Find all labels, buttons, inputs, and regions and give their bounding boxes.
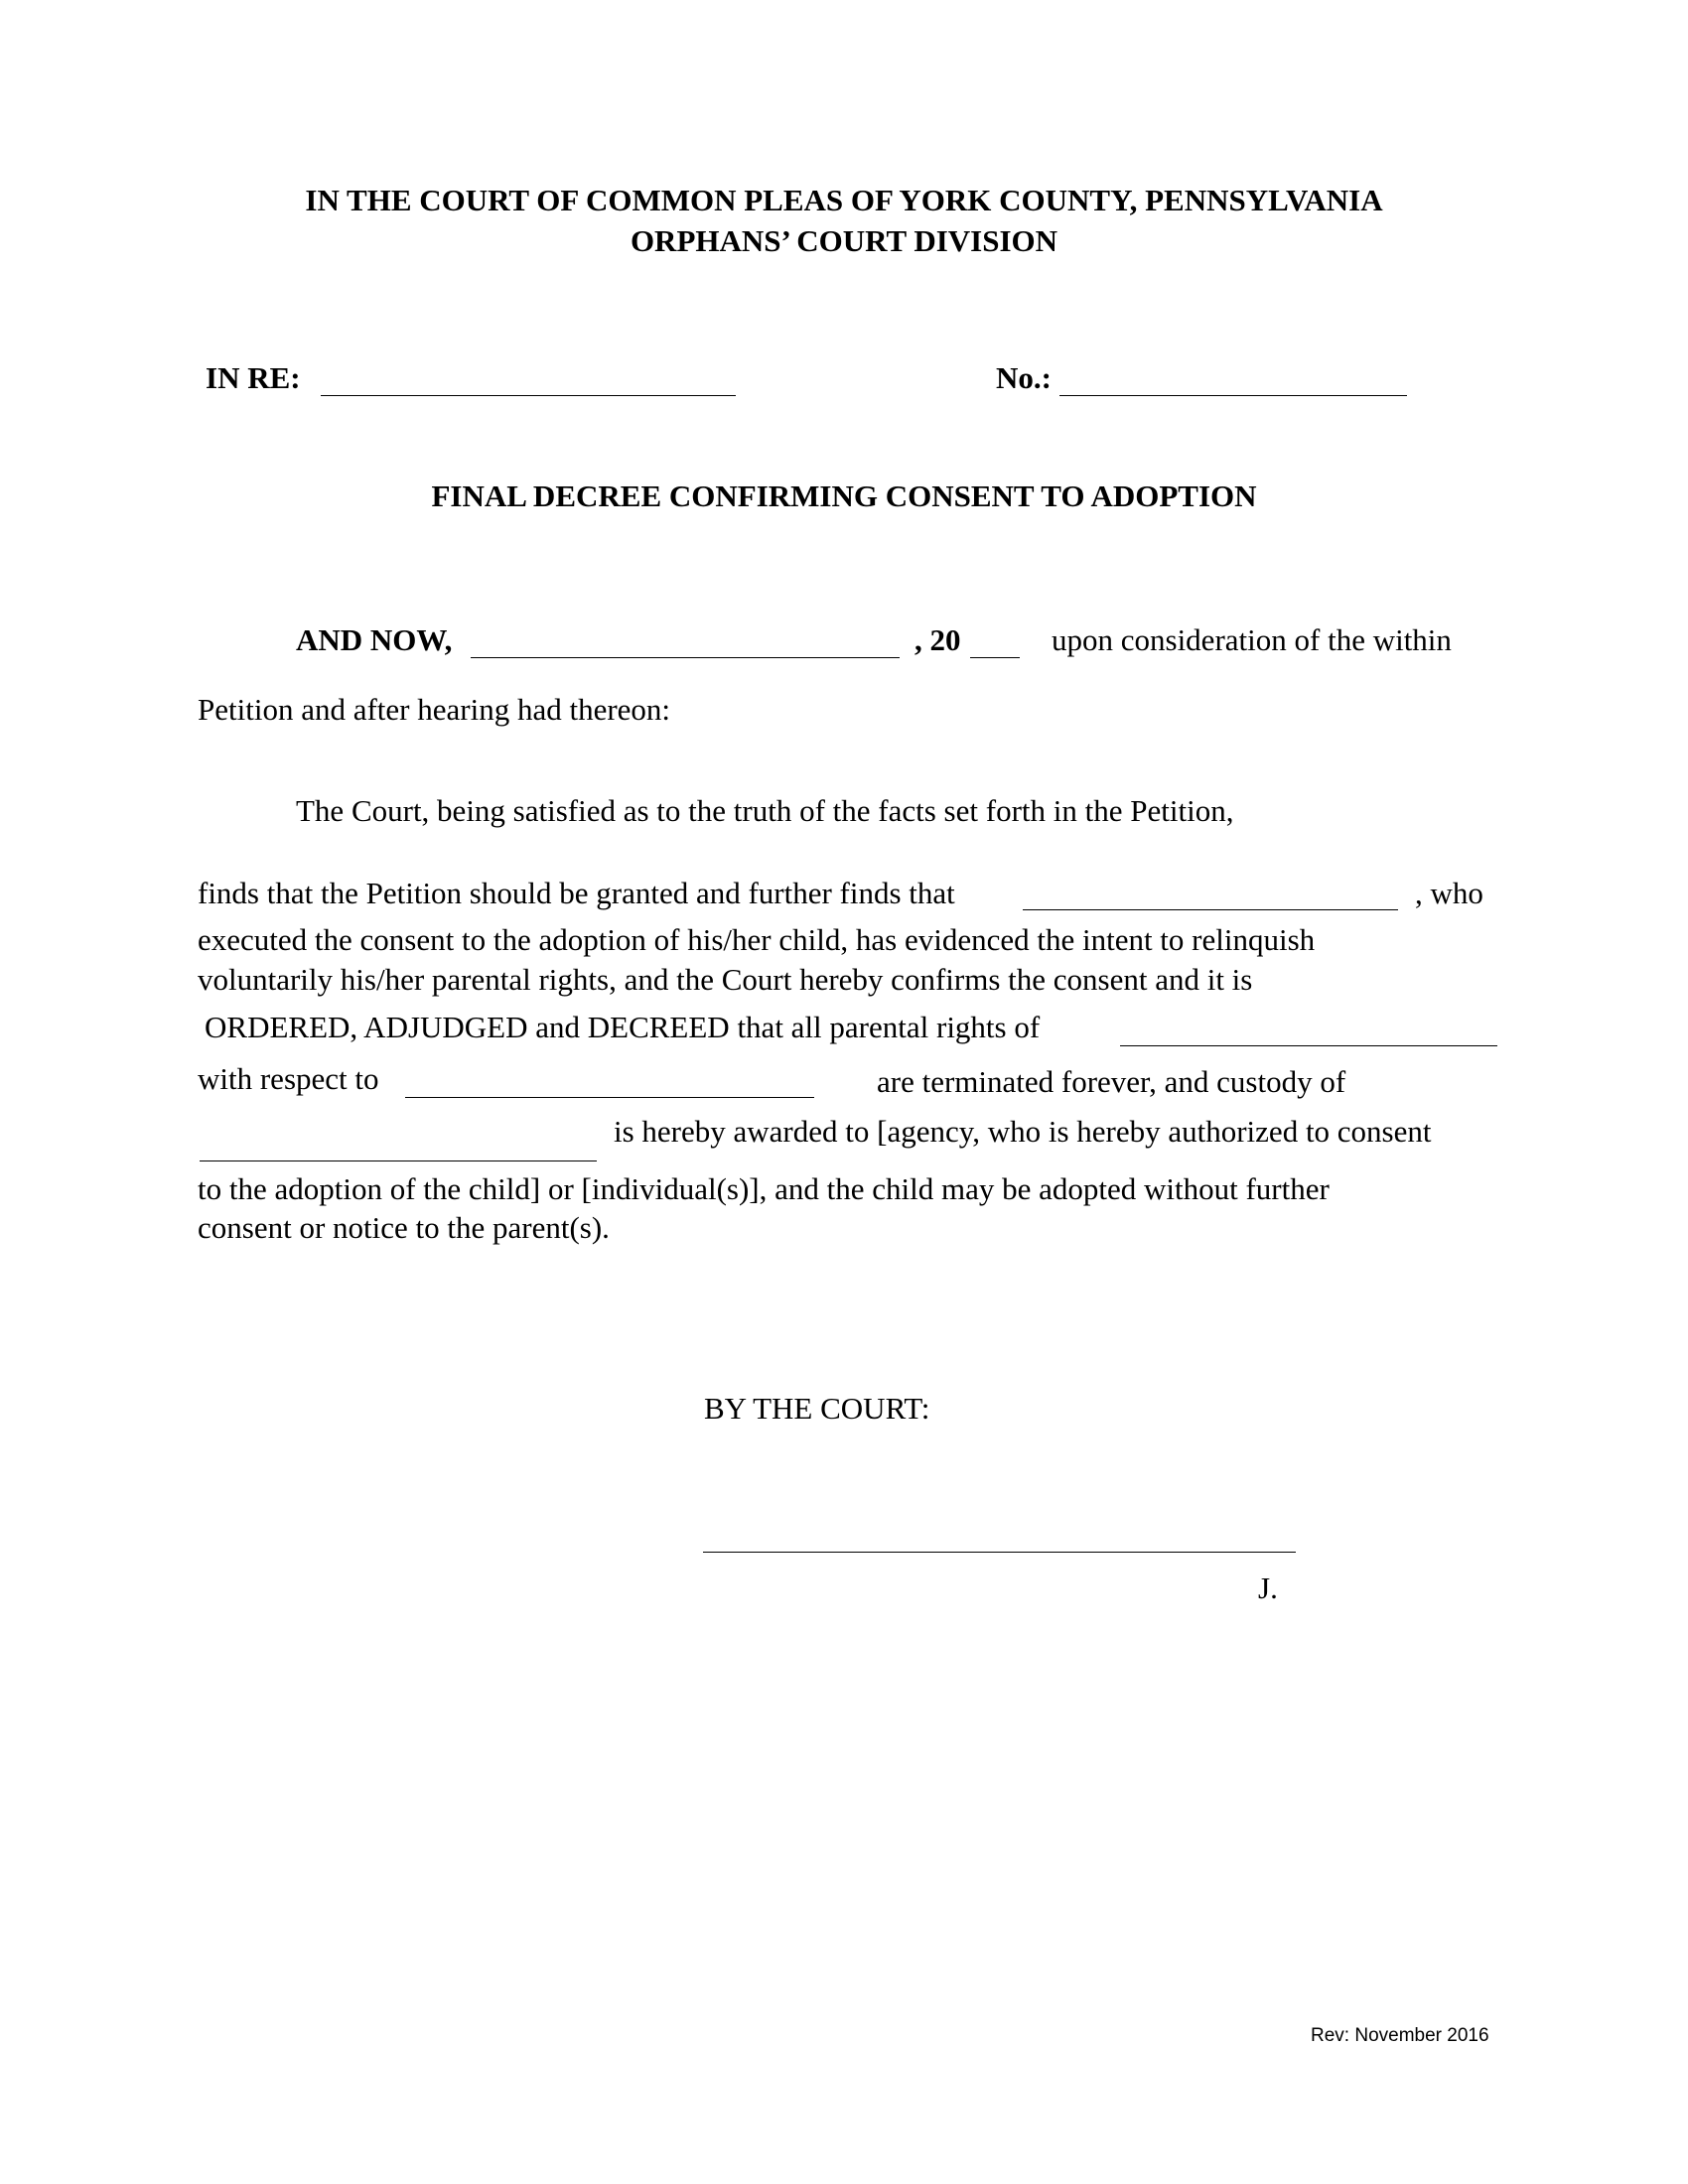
court-satisfied-text: The Court, being satisfied as to the truth of the facts set forth in the Petition, <box>296 793 1234 828</box>
petition-hearing-text: Petition and after hearing had thereon: <box>198 692 671 727</box>
in-re-label: IN RE: <box>206 360 301 395</box>
finds-that-text: finds that the Petition should be granted and further finds that <box>198 876 955 910</box>
consenting-parent-field[interactable] <box>1023 909 1398 910</box>
voluntarily-text: voluntarily his/her parental rights, and the Court hereby confirms the consent and it is <box>198 962 1253 997</box>
revision-note: Rev: November 2016 <box>1311 2025 1489 2046</box>
executed-consent-text: executed the consent to the adoption of his/her child, has evidenced the intent to relinquish <box>198 922 1316 957</box>
case-number-field[interactable] <box>1059 395 1407 396</box>
court-heading: IN THE COURT OF COMMON PLEAS OF YORK COUNTY, PENNSYLVANIA <box>305 183 1383 217</box>
terminated-text: are terminated forever, and custody of <box>877 1064 1346 1099</box>
year-prefix: , 20 <box>914 622 961 657</box>
decree-title: FINAL DECREE CONFIRMING CONSENT TO ADOPTION <box>431 478 1257 513</box>
case-number-label: No.: <box>996 360 1052 395</box>
and-now-label: AND NOW, <box>296 622 453 657</box>
in-re-field[interactable] <box>321 395 736 396</box>
child-name-field[interactable] <box>405 1097 814 1098</box>
year-field[interactable] <box>970 657 1020 658</box>
upon-consideration-text: upon consideration of the within <box>1052 622 1452 657</box>
custody-child-field[interactable] <box>200 1160 597 1161</box>
with-respect-text: with respect to <box>198 1061 379 1096</box>
by-the-court-text: BY THE COURT: <box>704 1391 930 1426</box>
adoption-child-text: to the adoption of the child] or [individual(s)], and the child may be adopted without further <box>198 1171 1330 1206</box>
judge-suffix: J. <box>1258 1570 1278 1605</box>
awarded-text: is hereby awarded to [agency, who is hereby authorized to consent <box>614 1114 1432 1149</box>
parental-rights-field[interactable] <box>1120 1045 1497 1046</box>
ordered-text: ORDERED, ADJUDGED and DECREED that all parental rights of <box>205 1010 1041 1044</box>
consent-notice-text: consent or notice to the parent(s). <box>198 1210 610 1245</box>
date-field[interactable] <box>471 657 900 658</box>
who-text: , who <box>1415 876 1483 910</box>
division-heading: ORPHANS’ COURT DIVISION <box>630 223 1058 258</box>
judge-signature-line[interactable] <box>703 1552 1296 1553</box>
